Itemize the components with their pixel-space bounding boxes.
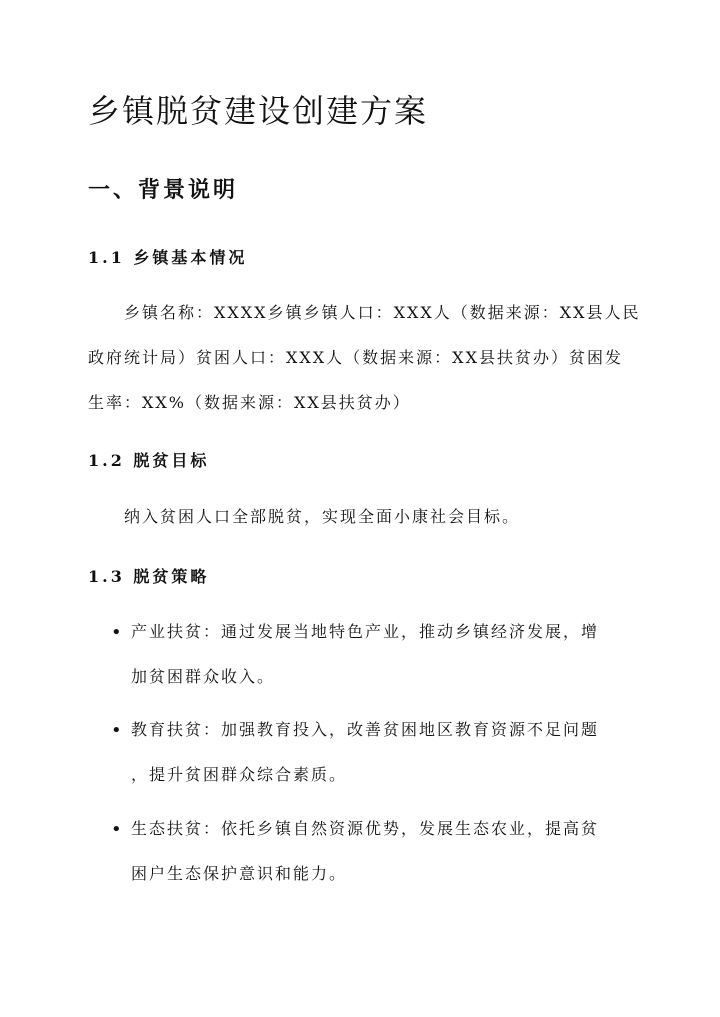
bullet-line: ，提升贫困群众综合素质。 [131,765,348,784]
subsection-heading-strategy: 1.3 脱贫策略 [88,567,210,586]
paragraph-line: 乡镇名称：XXXX乡镇乡镇人口：XXX人（数据来源：XX县人民 [124,303,641,322]
paragraph-line: 生率：XX%（数据来源：XX县扶贫办） [88,393,411,412]
bullet-marker: • [111,720,122,741]
paragraph-line: 政府统计局）贫困人口：XXX人（数据来源：XX县扶贫办）贫困发 [88,348,623,367]
bullet-line: 困户生态保护意识和能力。 [131,864,348,883]
document-title: 乡镇脱贫建设创建方案 [88,92,429,130]
bullet-marker: • [111,622,122,643]
bullet-marker: • [111,819,122,840]
bullet-line: 加贫困群众收入。 [131,667,276,686]
section-heading-background: 一、背景说明 [88,177,239,203]
bullet-line: 教育扶贫：加强教育投入，改善贫困地区教育资源不足问题 [131,720,600,739]
paragraph-line: 纳入贫困人口全部脱贫，实现全面小康社会目标。 [124,507,521,526]
subsection-heading-basic-info: 1.1 乡镇基本情况 [88,248,248,267]
subsection-heading-goal: 1.2 脱贫目标 [88,451,210,470]
bullet-line: 产业扶贫：通过发展当地特色产业，推动乡镇经济发展，增 [131,622,600,641]
bullet-line: 生态扶贫：依托乡镇自然资源优势，发展生态农业，提高贫 [131,819,600,838]
